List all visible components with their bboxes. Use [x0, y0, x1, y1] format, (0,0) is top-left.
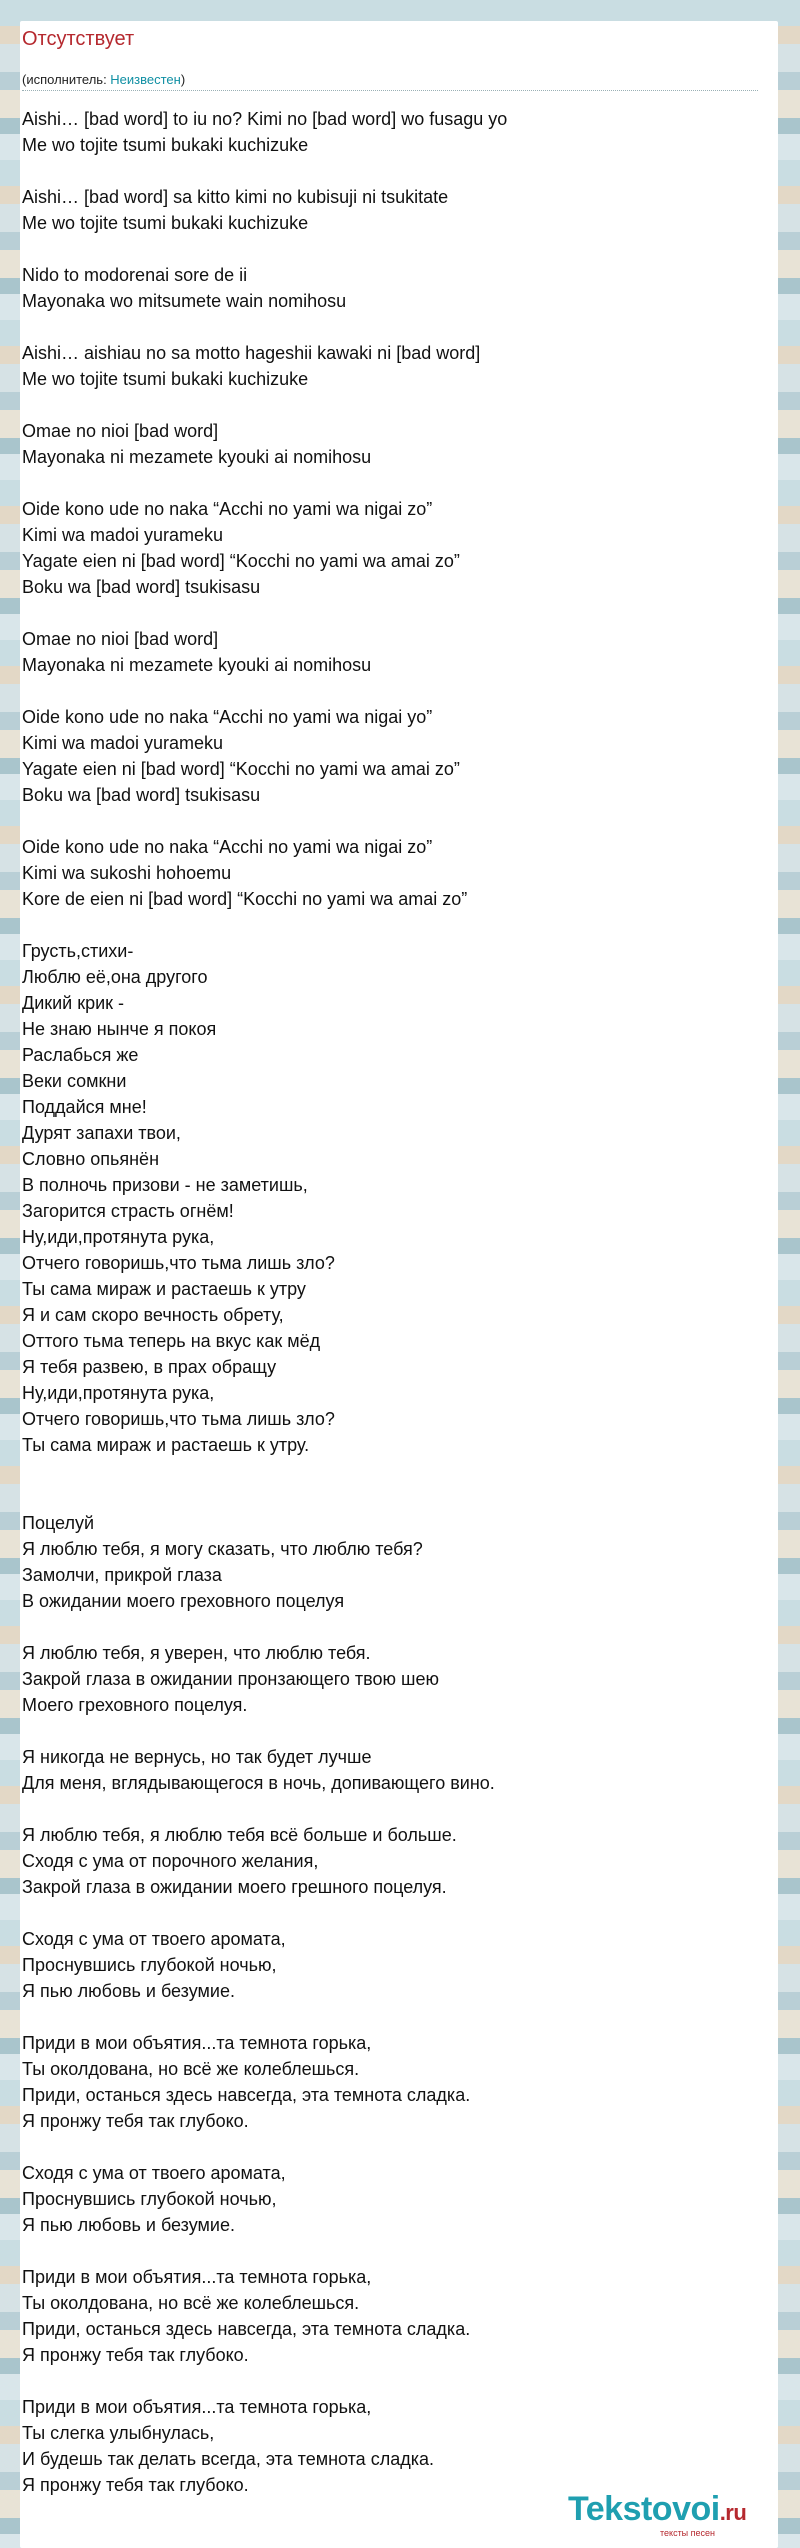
lyric-line: Я и сам скоро вечность обрету, — [22, 1305, 284, 1325]
lyric-line: Я никогда не вернусь, но так будет лучше — [22, 1747, 372, 1767]
lyric-line: Mayonaka ni mezamete kyouki ai nomihosu — [22, 447, 372, 467]
lyric-line: Oide kono ude no naka “Acchi no yami wa nigai zo” — [22, 499, 433, 519]
lyric-line: Приди в мои объятия...та темнота горька, — [22, 2267, 372, 2287]
lyric-line: Ну,иди,протянута рука, — [22, 1227, 215, 1247]
lyric-line: Веки сомкни — [22, 1071, 127, 1091]
lyric-line: Приди, останься здесь навсегда, эта темнота сладка. — [22, 2319, 471, 2339]
lyric-line: Я пью любовь и безумие. — [22, 1981, 235, 2001]
lyric-line: Oide kono ude no naka “Acchi no yami wa nigai zo” — [22, 837, 433, 857]
lyric-line: Nido to modorenai sore de ii — [22, 265, 248, 285]
lyric-line: Boku wa [bad word] tsukisasu — [22, 785, 261, 805]
artist-line — [22, 72, 185, 87]
lyric-line: Ну,иди,протянута рука, — [22, 1383, 215, 1403]
lyric-line: Ты сама мираж и растаешь к утру — [22, 1279, 306, 1299]
stanza-gap — [22, 1484, 742, 1510]
stanza-gap — [22, 1718, 742, 1744]
lyric-line: Ты околдована, но всё же колеблешься. — [22, 2293, 360, 2313]
lyric-line: Сходя с ума от порочного желания, — [22, 1851, 319, 1871]
stanza-gap — [22, 158, 742, 184]
lyric-line: Моего греховного поцелуя. — [22, 1695, 248, 1715]
lyric-line: Приди в мои объятия...та темнота горька, — [22, 2033, 372, 2053]
lyric-line: Mayonaka wo mitsumete wain nomihosu — [22, 291, 347, 311]
lyric-line: Сходя с ума от твоего аромата, — [22, 2163, 286, 2183]
stanza-gap — [22, 2134, 742, 2160]
lyric-line: Ты слегка улыбнулась, — [22, 2423, 215, 2443]
lyric-line: Aishi… [bad word] sa kitto kimi no kubisuji ni tsukitate — [22, 187, 449, 207]
lyric-line: Yagate eien ni [bad word] “Kocchi no yami wa amai zo” — [22, 551, 460, 571]
lyric-line: Раслабься же — [22, 1045, 139, 1065]
lyric-line: Я люблю тебя, я люблю тебя всё больше и больше. — [22, 1825, 457, 1845]
stanza-gap — [22, 314, 742, 340]
artist-link[interactable]: Неизвестен — [110, 72, 181, 87]
stanza-gap — [22, 2004, 742, 2030]
lyric-line: Приди, останься здесь навсегда, эта темнота сладка. — [22, 2085, 471, 2105]
lyric-line: Закрой глаза в ожидании пронзающего твою шею — [22, 1669, 439, 1689]
lyric-line: В полночь призови - не заметишь, — [22, 1175, 308, 1195]
lyric-line: Ты сама мираж и растаешь к утру. — [22, 1435, 310, 1455]
lyric-line: Грусть,стихи- — [22, 941, 134, 961]
stanza-gap — [22, 1458, 742, 1484]
lyric-line: Для меня, вглядывающегося в ночь, допивающего вино. — [22, 1773, 495, 1793]
stanza-gap — [22, 392, 742, 418]
lyric-line: Me wo tojite tsumi bukaki kuchizuke — [22, 135, 309, 155]
lyric-line: В ожидании моего греховного поцелуя — [22, 1591, 345, 1611]
stanza-gap — [22, 470, 742, 496]
stanza-gap — [22, 1614, 742, 1640]
lyric-line: Дурят запахи твои, — [22, 1123, 181, 1143]
lyric-line: Kimi wa madoi yurameku — [22, 733, 224, 753]
lyric-line: Сходя с ума от твоего аромата, — [22, 1929, 286, 1949]
lyric-line: Проснувшись глубокой ночью, — [22, 1955, 277, 1975]
lyric-line: Yagate eien ni [bad word] “Kocchi no yami wa amai zo” — [22, 759, 460, 779]
logo-name: Tekstovoi — [568, 2490, 720, 2528]
lyric-line: Me wo tojite tsumi bukaki kuchizuke — [22, 213, 309, 233]
lyric-line: Дикий крик - — [22, 993, 125, 1013]
page-title: Отсутствует — [22, 28, 135, 50]
lyric-line: Я пью любовь и безумие. — [22, 2215, 235, 2235]
stanza-gap — [22, 236, 742, 262]
stanza-gap — [22, 1900, 742, 1926]
lyric-line: Поддайся мне! — [22, 1097, 147, 1117]
lyric-line: Я люблю тебя, я могу сказать, что люблю тебя? — [22, 1539, 423, 1559]
logo-tld: .ru — [719, 2500, 747, 2525]
lyric-line: Kimi wa sukoshi hohoemu — [22, 863, 232, 883]
lyric-line: Люблю её,она другого — [22, 967, 208, 987]
lyric-line: Отчего говоришь,что тьма лишь зло? — [22, 1409, 335, 1429]
stanza-gap — [22, 808, 742, 834]
artist-suffix: ) — [180, 72, 186, 87]
lyric-line: Я тебя развею, в прах обращу — [22, 1357, 277, 1377]
lyric-line: Я пронжу тебя так глубоко. — [22, 2475, 249, 2495]
logo-tagline: тексты песен — [660, 2528, 716, 2538]
stanza-gap — [22, 2368, 742, 2394]
lyric-line: Я пронжу тебя так глубоко. — [22, 2111, 249, 2131]
lyric-line: Загорится страсть огнём! — [22, 1201, 234, 1221]
lyric-line: Я пронжу тебя так глубоко. — [22, 2345, 249, 2365]
lyric-line: И будешь так делать всегда, эта темнота сладка. — [22, 2449, 434, 2469]
lyric-line: Omae no nioi [bad word] — [22, 629, 219, 649]
lyric-line: Закрой глаза в ожидании моего грешного поцелуя. — [22, 1877, 447, 1897]
lyric-line: Kimi wa madoi yurameku — [22, 525, 224, 545]
lyric-line: Оттого тьма теперь на вкус как мёд — [22, 1331, 321, 1351]
stanza-gap — [22, 912, 742, 938]
logo-wordmark — [568, 2490, 746, 2529]
header-divider — [22, 90, 758, 91]
lyric-line: Aishi… [bad word] to iu no? Kimi no [bad word] wo fusagu yo — [22, 109, 508, 129]
stanza-gap — [22, 1796, 742, 1822]
lyric-line: Не знаю нынче я покоя — [22, 1019, 217, 1039]
lyric-line: Aishi… aishiau no sa motto hageshii kawaki ni [bad word] — [22, 343, 481, 363]
lyric-line: Me wo tojite tsumi bukaki kuchizuke — [22, 369, 309, 389]
stanza-gap — [22, 678, 742, 704]
stanza-gap — [22, 600, 742, 626]
lyric-line: Omae no nioi [bad word] — [22, 421, 219, 441]
song-header — [22, 22, 758, 86]
lyric-line: Замолчи, прикрой глаза — [22, 1565, 222, 1585]
site-logo[interactable] — [568, 2490, 782, 2538]
stanza-gap — [22, 2238, 742, 2264]
lyric-line: Приди в мои объятия...та темнота горька, — [22, 2397, 372, 2417]
lyric-line: Поцелуй — [22, 1513, 95, 1533]
lyric-line: Отчего говоришь,что тьма лишь зло? — [22, 1253, 335, 1273]
lyrics-body — [22, 106, 742, 2498]
lyric-line: Kore de eien ni [bad word] “Kocchi no yami wa amai zo” — [22, 889, 468, 909]
lyric-line: Я люблю тебя, я уверен, что люблю тебя. — [22, 1643, 371, 1663]
lyric-line: Mayonaka ni mezamete kyouki ai nomihosu — [22, 655, 372, 675]
lyric-line: Oide kono ude no naka “Acchi no yami wa nigai yo” — [22, 707, 433, 727]
lyric-line: Ты околдована, но всё же колеблешься. — [22, 2059, 360, 2079]
lyric-line: Проснувшись глубокой ночью, — [22, 2189, 277, 2209]
lyric-line: Boku wa [bad word] tsukisasu — [22, 577, 261, 597]
lyric-line: Словно опьянён — [22, 1149, 160, 1169]
artist-prefix: (исполнитель: — [22, 72, 111, 87]
